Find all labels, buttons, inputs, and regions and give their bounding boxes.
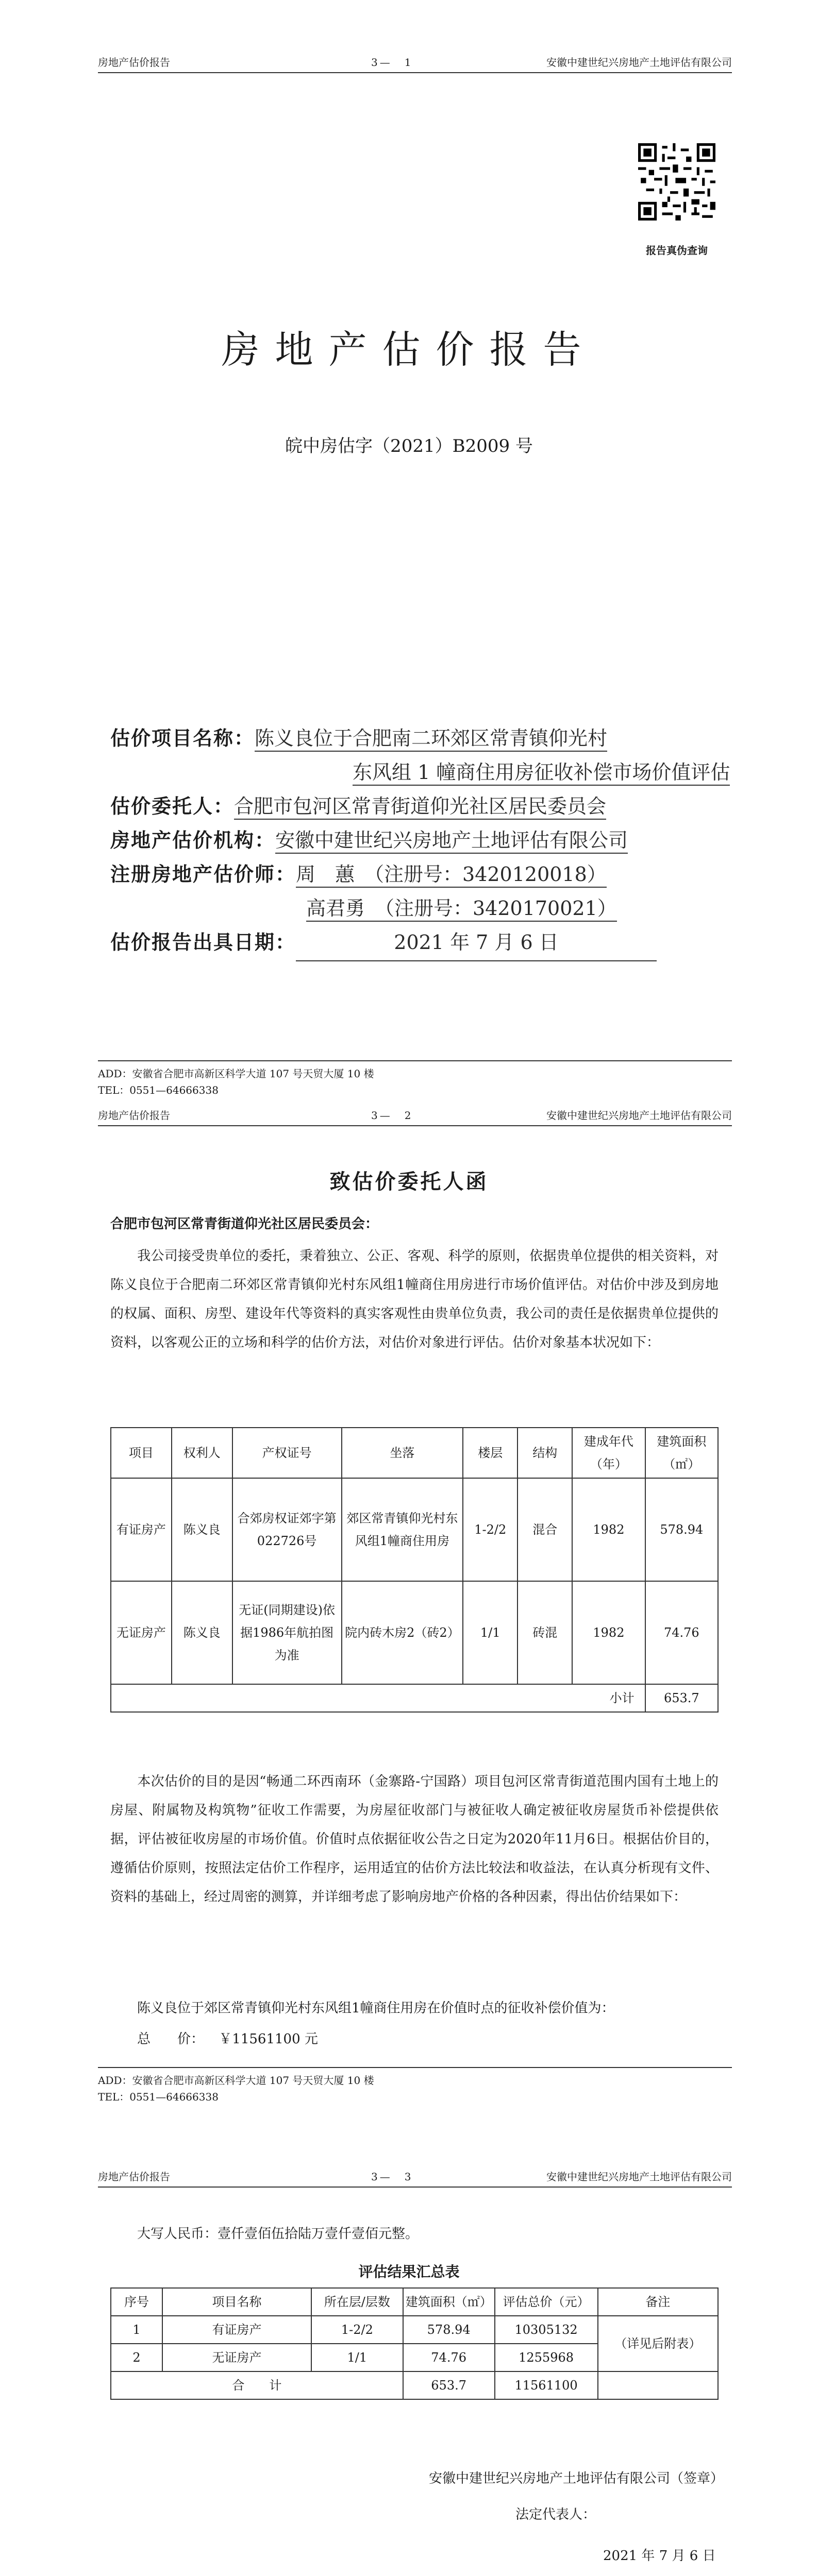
table-cell: 混合: [517, 1478, 572, 1581]
letter-paragraph-2: [110, 1767, 719, 1911]
client-value: 合肥市包河区常青街道仰光社区居民委员会: [234, 795, 606, 820]
page-number: 3— 2: [371, 1109, 413, 1122]
letter-addressee: [110, 1210, 719, 1239]
page-header: [98, 2169, 732, 2188]
addressee-text: 合肥市包河区常青街道仰光社区居民委员会：: [110, 1216, 379, 1232]
subtotal-value: 653.7: [645, 1684, 718, 1712]
table-header-cell: 评估总价（元）: [495, 2288, 598, 2316]
header-right: 安徽中建世纪兴房地产土地评估有限公司: [546, 2171, 732, 2183]
page-number: 3— 1: [371, 56, 413, 69]
table-row: [111, 1581, 718, 1684]
capital-amount: [110, 2219, 719, 2248]
client-label: 估价委托人：: [110, 794, 235, 818]
table-cell: 74.76: [645, 1581, 718, 1684]
page-footer: [98, 1060, 732, 1098]
total-price-label: 总 价：: [137, 2031, 205, 2047]
table-header-cell: 建筑面积（㎡）: [403, 2288, 495, 2316]
footer-address: ADD：安徽省合肥市高新区科学大道 107 号天贸大厦 10 楼: [98, 1067, 374, 1080]
letter-paragraph-1: [110, 1242, 719, 1357]
footer-address: ADD：安徽省合肥市高新区科学大道 107 号天贸大厦 10 楼: [98, 2074, 374, 2087]
table-cell: 578.94: [403, 2316, 495, 2344]
table-cell: 无证房产: [111, 1581, 172, 1684]
table-cell: 74.76: [403, 2344, 495, 2371]
table-cell: [598, 2371, 718, 2399]
org-label: 房地产估价机构：: [110, 828, 276, 852]
table-header-cell: 序号: [111, 2288, 162, 2316]
table-total-row: [111, 2371, 718, 2399]
qr-code-icon[interactable]: [638, 143, 715, 221]
table-header-cell: 权利人: [172, 1428, 232, 1478]
remark-cell: （详见后附表）: [598, 2316, 718, 2371]
paragraph-2-text: 本次估价的目的是因“畅通二环西南环（金寨路-宁国路）项目包河区常青街道范围内国有土地上的房屋、附属物及构筑物”征收工作需要，为房屋征收部门与被征收人确定被征收房屋货币补偿提供依据，评估被征收房屋的市场价值。价值时点依据征收公告之日定为2020年11月6日。根据估价目的，遵循估价原则，按照法定估价工作程序，运用适宜的估价方法比较法和收益法，在认真分析现有文件、资料的基础上，经过周密的测算，并详细考虑了影响房地产价格的各种因素，得出估价结果如下：: [110, 1774, 719, 1905]
signature-legal-rep: 法定代表人：: [515, 2507, 596, 2522]
signature-date: 2021 年 7 月 6 日: [603, 2548, 716, 2564]
org-value: 安徽中建世纪兴房地产土地评估有限公司: [275, 829, 628, 854]
table-header-row: [111, 2288, 718, 2316]
header-left: 房地产估价报告: [98, 2171, 170, 2183]
table-cell: 2: [111, 2344, 162, 2371]
summary-page: [0, 2138, 818, 2576]
table-header-cell: 所在层/层数: [311, 2288, 403, 2316]
date-label: 估价报告出具日期：: [110, 930, 296, 954]
table-row: [111, 2316, 718, 2344]
summary-table: [110, 2287, 719, 2400]
table-header-cell: 建筑面积（㎡）: [645, 1428, 718, 1478]
signature-company: 安徽中建世纪兴房地产土地评估有限公司（签章）: [429, 2471, 724, 2486]
header-right: 安徽中建世纪兴房地产土地评估有限公司: [546, 56, 732, 69]
reference-number: 皖中房估字（2021）B2009 号: [285, 436, 533, 456]
table-header-cell: 产权证号: [232, 1428, 342, 1478]
table-cell: 院内砖木房2（砖2）: [342, 1581, 463, 1684]
table-subtotal-row: [111, 1684, 718, 1712]
total-value: 11561100: [495, 2371, 598, 2399]
appraiser-2: 高君勇 （注册号：3420170021）: [306, 897, 617, 922]
capital-amount-text: 大写人民币：壹仟壹佰伍拾陆万壹仟壹佰元整。: [137, 2226, 419, 2242]
table-cell: 1255968: [495, 2344, 598, 2371]
letter-title: 致估价委托人函: [329, 1170, 489, 1194]
total-label: 合 计: [111, 2371, 403, 2399]
header-left: 房地产估价报告: [98, 56, 170, 69]
appraiser-label: 注册房地产估价师：: [110, 862, 296, 886]
page-number: 3— 3: [371, 2171, 413, 2183]
table-cell: 10305132: [495, 2316, 598, 2344]
table-cell: 有证房产: [162, 2316, 311, 2344]
page-header: [98, 1108, 732, 1126]
paragraph-3-text: 陈义良位于郊区常青镇仰光村东风组1幢商住用房在价值时点的征收补偿价值为：: [137, 2001, 615, 2016]
summary-title: 评估结果汇总表: [358, 2263, 460, 2280]
header-right: 安徽中建世纪兴房地产土地评估有限公司: [546, 1109, 732, 1122]
cover-page: [0, 0, 818, 1123]
table-header-cell: 楼层: [463, 1428, 517, 1478]
date-value: 2021 年 7 月 6 日: [296, 925, 657, 961]
table-cell: 砖混: [517, 1581, 572, 1684]
qr-caption: 报告真伪查询: [646, 244, 708, 257]
table-cell: 1-2/2: [311, 2316, 403, 2344]
table-header-cell: 结构: [517, 1428, 572, 1478]
total-price-value: ￥11561100 元: [219, 2031, 318, 2047]
subtotal-label: 小计: [111, 1684, 645, 1712]
table-cell: 1-2/2: [463, 1478, 517, 1581]
project-label: 估价项目名称：: [110, 726, 255, 750]
table-header-cell: 项目: [111, 1428, 172, 1478]
project-name-line1: 陈义良位于合肥南二环郊区常青镇仰光村: [255, 727, 607, 752]
cover-info: [110, 721, 730, 1041]
table-cell: 1: [111, 2316, 162, 2344]
page-header: [98, 55, 732, 73]
property-table: [110, 1427, 719, 1713]
table-cell: 郊区常青镇仰光村东风组1幢商住用房: [342, 1478, 463, 1581]
appraiser-1: 周 蕙 （注册号：3420120018）: [296, 863, 607, 888]
table-cell: 有证房产: [111, 1478, 172, 1581]
footer-tel: TEL：0551—64666338: [98, 1084, 219, 1096]
total-price: [110, 2025, 719, 2054]
table-cell: 1982: [572, 1478, 645, 1581]
table-row: [111, 1478, 718, 1581]
table-header-cell: 项目名称: [162, 2288, 311, 2316]
table-cell: 1/1: [463, 1581, 517, 1684]
table-cell: 578.94: [645, 1478, 718, 1581]
table-cell: 1982: [572, 1581, 645, 1684]
report-title: 房地产估价报告: [221, 328, 597, 372]
table-cell: 无证(同期建设)依据1986年航拍图为准: [232, 1581, 342, 1684]
total-area: 653.7: [403, 2371, 495, 2399]
table-header-row: [111, 1428, 718, 1478]
paragraph-1-text: 我公司接受贵单位的委托，秉着独立、公正、客观、科学的原则，依据贵单位提供的相关资料，对陈义良位于合肥南二环郊区常青镇仰光村东风组1幢商住用房进行市场价值评估。对估价中涉及到房地的权属、面积、房型、建设年代等资料的真实客观性由贵单位负责，我公司的责任是依据贵单位提供的资料，以客观公正的立场和科学的估价方法，对估价对象进行评估。估价对象基本状况如下：: [110, 1248, 719, 1350]
letter-page: [0, 1097, 818, 2205]
project-name-line2: 东风组 1 幢商住用房征收补偿市场价值评估: [353, 761, 730, 786]
table-cell: 无证房产: [162, 2344, 311, 2371]
table-cell: 合郊房权证郊字第022726号: [232, 1478, 342, 1581]
table-cell: 1/1: [311, 2344, 403, 2371]
table-header-cell: 坐落: [342, 1428, 463, 1478]
table-header-cell: 建成年代（年）: [572, 1428, 645, 1478]
letter-paragraph-3: [110, 1994, 719, 2023]
table-header-cell: 备注: [598, 2288, 718, 2316]
footer-tel: TEL：0551—64666338: [98, 2091, 219, 2103]
page-footer: [98, 2067, 732, 2105]
header-left: 房地产估价报告: [98, 1109, 170, 1122]
table-cell: 陈义良: [172, 1581, 232, 1684]
table-cell: 陈义良: [172, 1478, 232, 1581]
